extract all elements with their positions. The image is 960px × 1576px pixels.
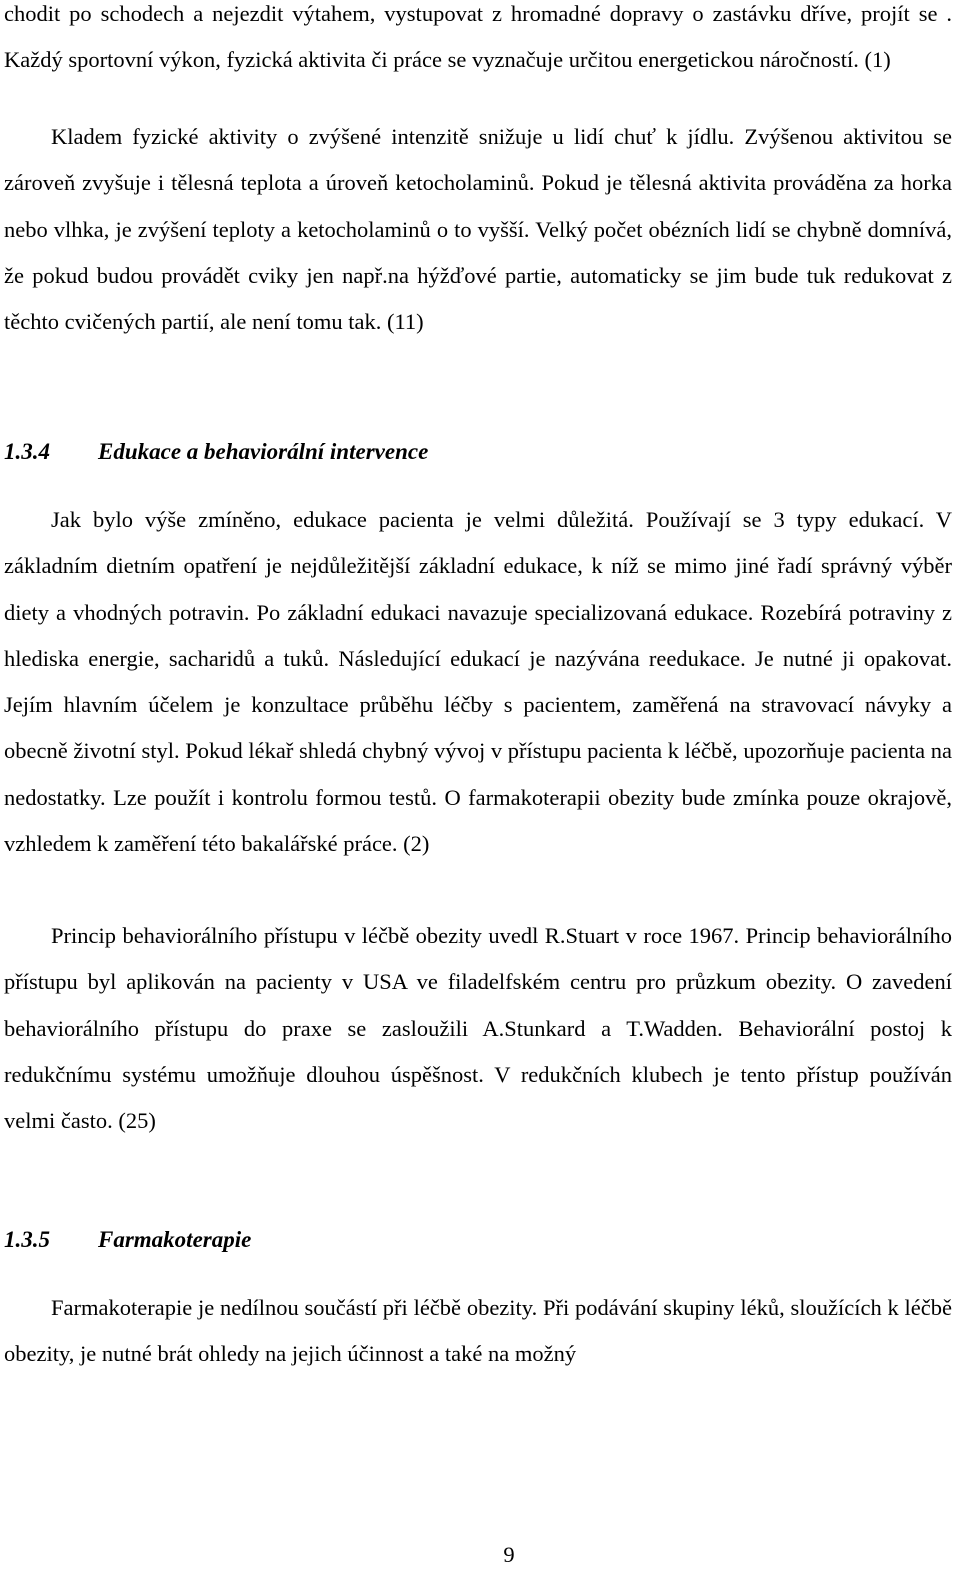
section-heading-1-3-4 [4, 437, 428, 467]
page-number: 9 [503, 1542, 515, 1567]
section-title: Edukace a behaviorální intervence [98, 439, 429, 464]
paragraph-education: Jak bylo výše zmíněno, edukace pacienta je velmi důležitá. Používají se 3 typy edukací. V základním dietním opatření je nejdůležitější základní edukace, k níž se mimo jiné řadí správný výběr diety a vhodných potravin. Po základní edukaci navazuje specializovaná edukace. Rozebírá potraviny z hlediska energie, sacharidů a tuků. Následující edukací je nazývána reedukace. Je nutné ji opakovat. Jejím hlavním účelem je konzultace průběhu léčby s pacientem, zaměřená na stravovací návyky a obecně životní styl. Pokud lékař shledá chybný vývoj v přístupu pacienta k léčbě, upozorňuje pacienta na nedostatky. Lze použít i kontrolu formou testů. O farmakoterapii obezity bude zmínka pouze okrajově, vzhledem k zaměření této bakalářské práce. (2) [4, 507, 952, 857]
paragraph-pharmacotherapy: Farmakoterapie je nedílnou součástí při léčbě obezity. Při podávání skupiny léků, sloužících k léčbě obezity, je nutné brát ohledy na jejich účinnost a také na možný [4, 1295, 952, 1367]
section-title: Farmakoterapie [98, 1227, 252, 1252]
section-heading-1-3-5 [4, 1225, 251, 1255]
section-number: 1.3.4 [4, 439, 50, 464]
paragraph-behavioral-approach: Princip behaviorálního přístupu v léčbě obezity uvedl R.Stuart v roce 1967. Princip behaviorálního přístupu byl aplikován na pacienty v USA ve filadelfském centru pro průzkum obezity. O zavedení behaviorálního přístupu do praxe se zasloužili A.Stunkard a T.Wadden. Behaviorální postoj k redukčnímu systému umožňuje dlouhou úspěšnost. V redukčních klubech je tento přístup používán velmi často. (25) [4, 923, 952, 1134]
section-number: 1.3.5 [4, 1227, 50, 1252]
paragraph-physical-activity-intro: chodit po schodech a nejezdit výtahem, vystupovat z hromadné dopravy o zastávku dříve, projít se . Každý sportovní výkon, fyzická aktivita či práce se vyznačuje určitou energetickou náročností. (1) [4, 1, 952, 73]
paragraph-physical-activity-effects: Kladem fyzické aktivity o zvýšené intenzitě snižuje u lidí chuť k jídlu. Zvýšenou aktivitou se zároveň zvyšuje i tělesná teplota a úroveň ketocholaminů. Pokud je tělesná aktivita prováděna za horka nebo vlhka, je zvýšení teploty a ketocholaminů o to vyšší. Velký počet obézních lidí se chybně domnívá, že pokud budou provádět cviky jen např.na hýžďové partie, automaticky se jim bude tuk redukovat z těchto cvičených partií, ale není tomu tak. (11) [4, 124, 952, 335]
